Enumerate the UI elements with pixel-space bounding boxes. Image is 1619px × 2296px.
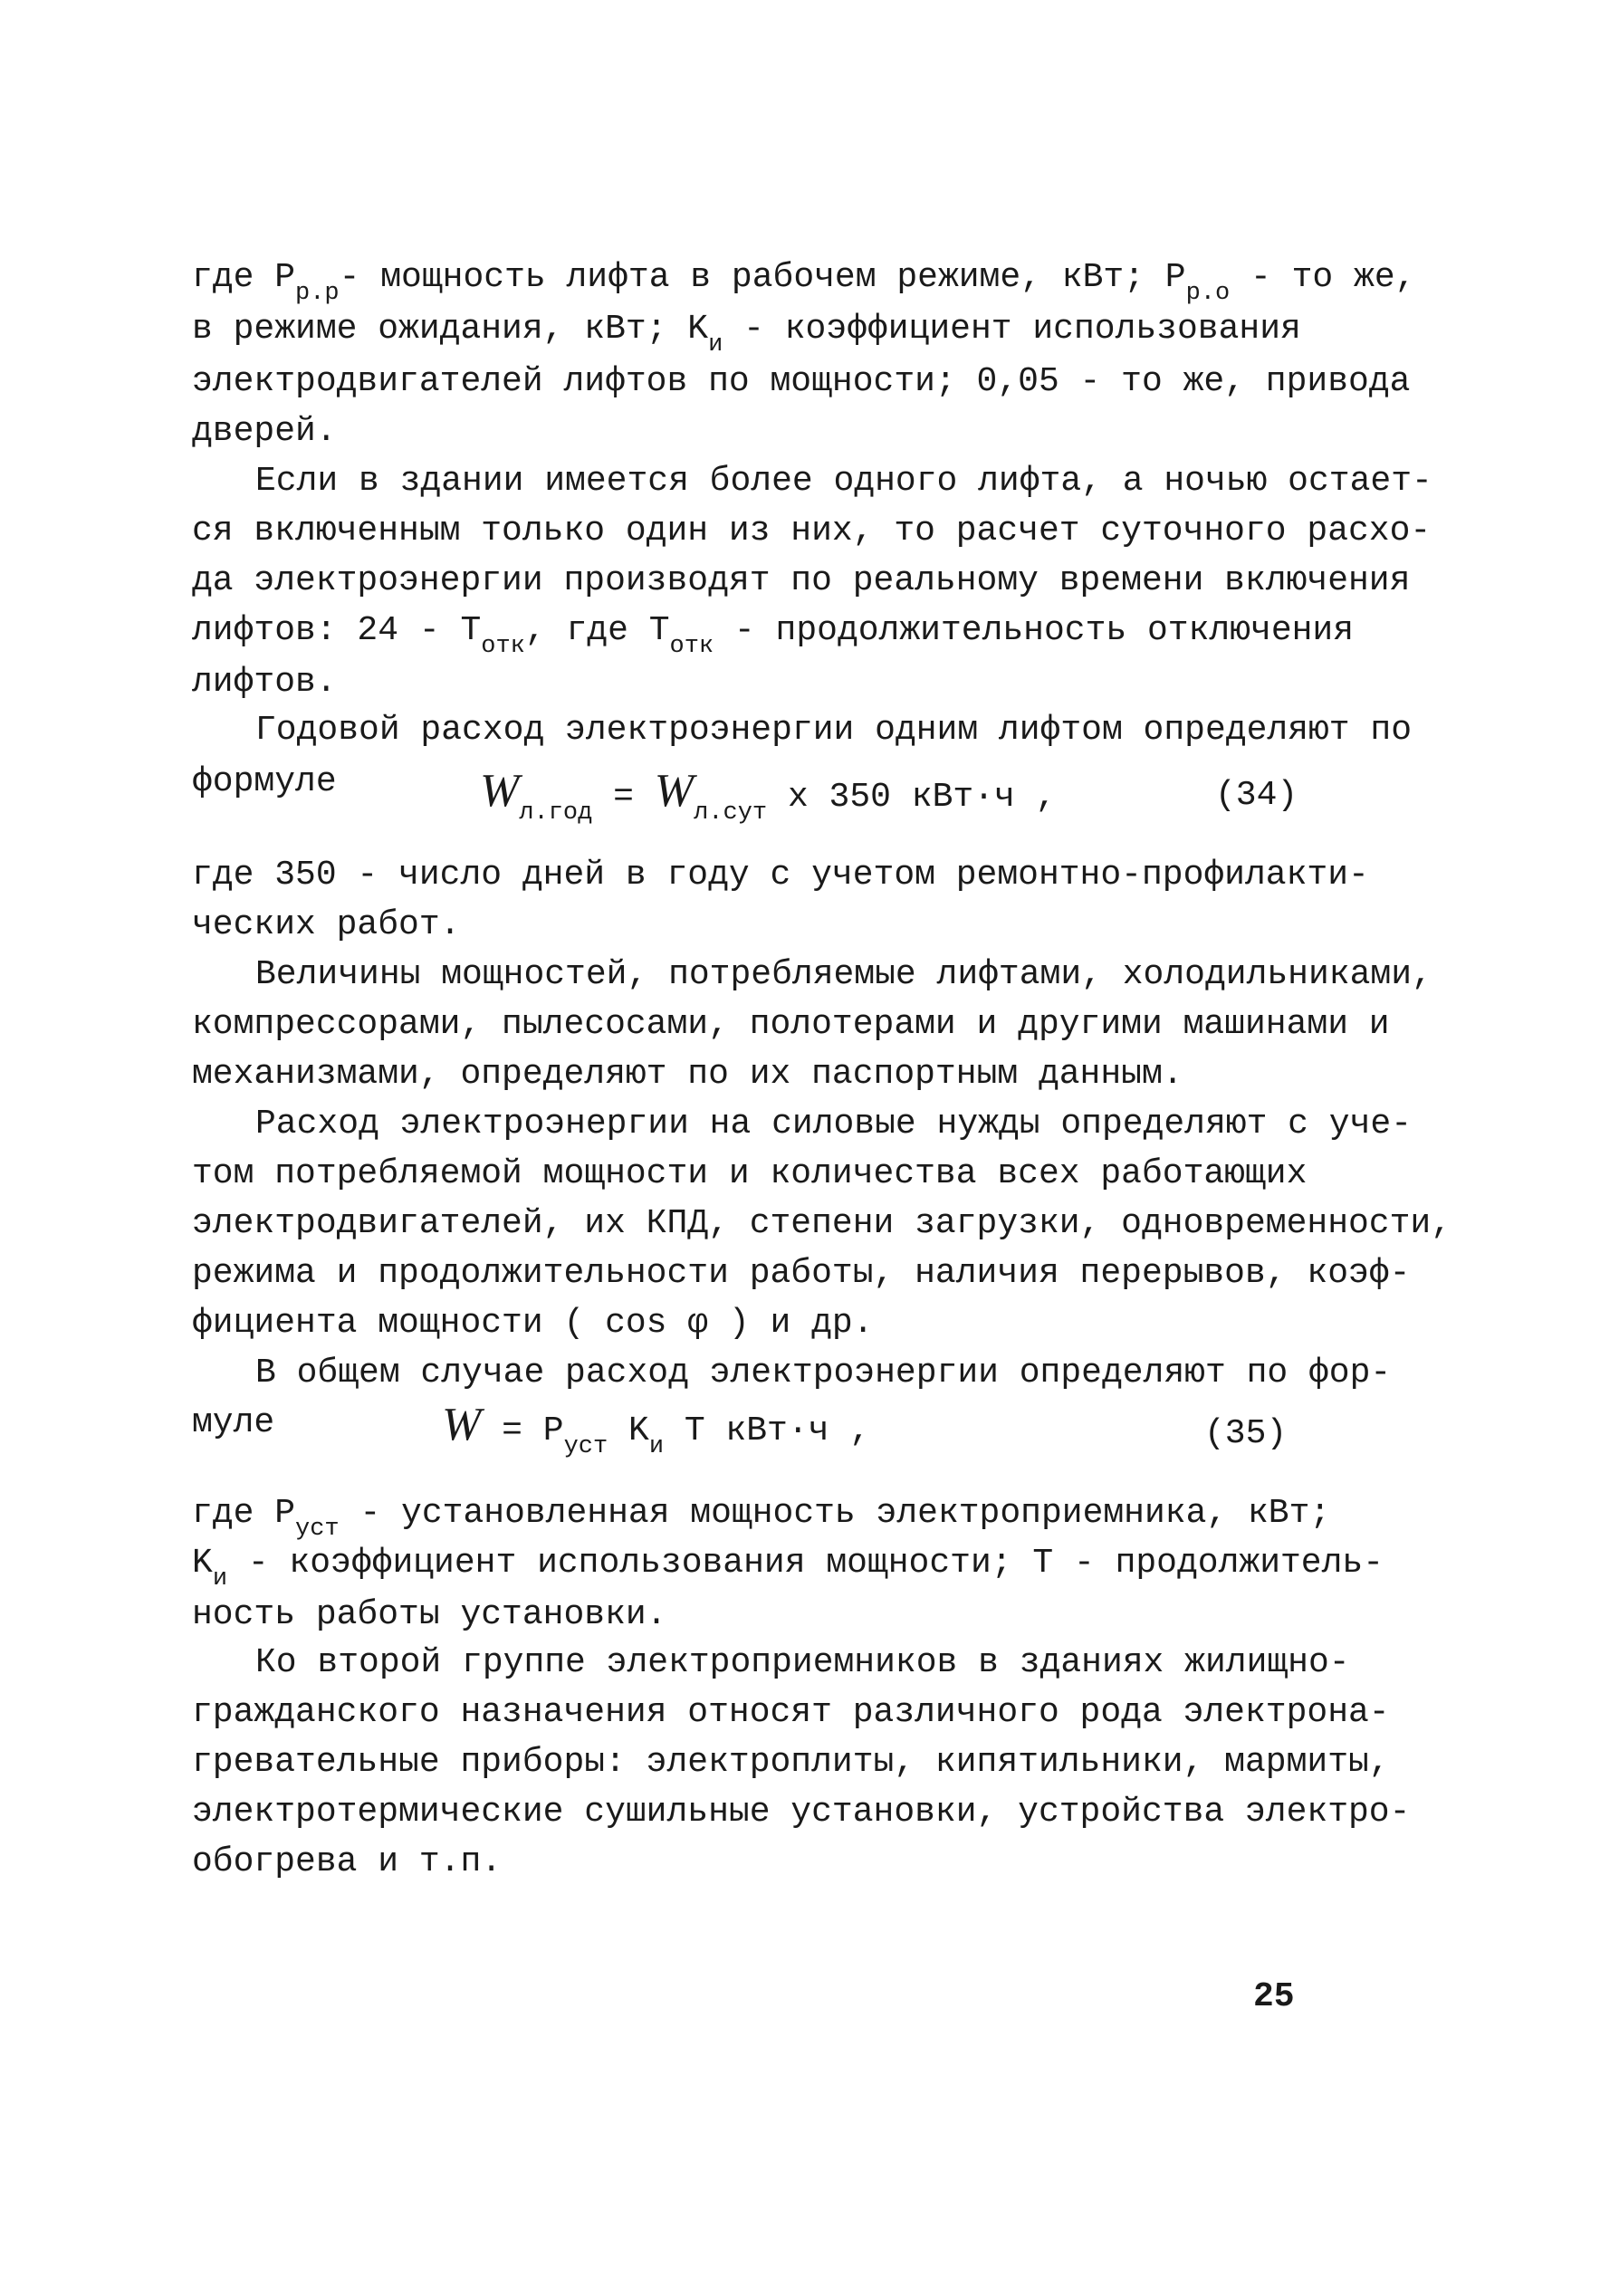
text-line: ся включенным только один из них, то расчет суточного расхо- (192, 512, 1432, 550)
page-number: 25 (1253, 1977, 1295, 2016)
text-line: режима и продолжительности работы, наличия перерывов, коэф- (192, 1254, 1411, 1293)
text-line: где $P_{уст}$ - установленная мощность электроприемника, кВт; (192, 1494, 1331, 1543)
text-line: электротермические сушильные установки, устройства электро- (192, 1793, 1411, 1832)
text-line: ческих работ. (192, 905, 461, 944)
formula-34: $W_{л.год} = W_{л.сут}$ x 350 кВт·ч , (480, 765, 1057, 827)
text-line: компрессорами, пылесосами, полотерами и другими машинами и (192, 1005, 1390, 1044)
text-line: ность работы установки. (192, 1595, 667, 1634)
text-line: муле (192, 1403, 275, 1442)
text-line: механизмами, определяют по их паспортным данным. (192, 1055, 1183, 1094)
text-line: гражданского назначения относят различного рода электрона- (192, 1693, 1390, 1732)
text-line: том потребляемой мощности и количества всех работающих (192, 1154, 1308, 1193)
text-line: гревательные приборы: электроплиты, кипятильники, мармиты, (192, 1743, 1390, 1782)
text-line: электродвигателей лифтов по мощности; 0,05 - то же, привода (192, 362, 1411, 401)
text-line: фициента мощности ( cos φ ) и др. (192, 1304, 874, 1343)
equation-number-35: (35) (1204, 1414, 1288, 1453)
text-line: в режиме ожидания, кВт; $K_и$ - коэффициент использования (192, 310, 1301, 359)
text-line: лифтов. (192, 663, 337, 702)
text-line: лифтов: $24 - T_{отк}$, где $T_{отк}$ - продолжительность отключения (192, 611, 1355, 660)
formula-35: $W = P_{уст}$ $K_и$ T кВт·ч , (442, 1399, 871, 1460)
text-line: Расход электроэнергии на силовые нужды определяют с уче- (255, 1105, 1413, 1143)
text-line: да электроэнергии производят по реальному времени включения (192, 561, 1411, 600)
text-line: Величины мощностей, потребляемые лифтами, холодильниками, (255, 955, 1432, 994)
text-line: электродвигателей, их КПД, степени загрузки, одновременности, (192, 1204, 1452, 1243)
text-line: Если в здании имеется более одного лифта, а ночью остает- (255, 462, 1432, 501)
equation-number-34: (34) (1215, 776, 1298, 815)
text-line: Ко второй группе электроприемников в зданиях жилищно- (255, 1643, 1350, 1682)
text-line: где 350 - число дней в году с учетом ремонтно-профилакти- (192, 856, 1369, 894)
text-line: обогрева и т.п. (192, 1842, 503, 1881)
text-line: где $P_{р.р}-$ мощность лифта в рабочем режиме, кВт; $P_{р.о}$ - то же, (192, 258, 1416, 307)
text-line: В общем случае расход электроэнергии определяют по фор- (255, 1354, 1392, 1392)
text-line: $K_и$ - коэффициент использования мощности; T - продолжитель- (192, 1544, 1384, 1593)
text-line: формуле (192, 762, 337, 801)
text-line: дверей. (192, 412, 337, 451)
text-line: Годовой расход электроэнергии одним лифтом определяют по (255, 711, 1413, 750)
